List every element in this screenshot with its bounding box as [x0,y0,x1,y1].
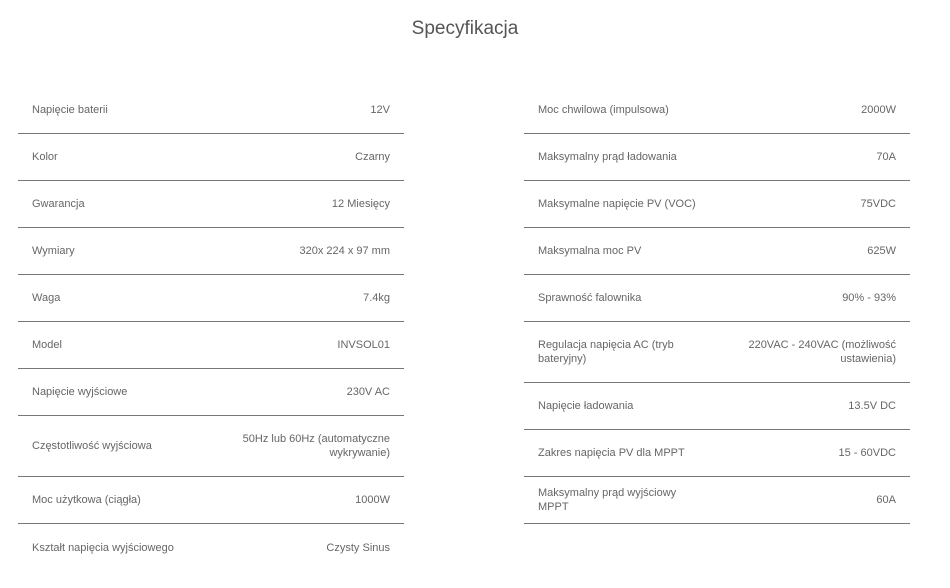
spec-row-mppt-max-output-current [524,477,910,524]
spec-value: 12V [370,104,390,116]
spec-label: Maksymalna moc PV [538,245,642,257]
spec-value: 7.4kg [363,292,390,304]
spec-row-warranty [18,181,404,228]
spec-label: Napięcie ładowania [538,400,634,412]
spec-value: 50Hz lub 60Hz (automatyczne wykrywanie) [242,433,390,459]
spec-table-right [524,87,910,524]
spec-label: Maksymalny prąd wyjściowy MPPT [538,487,677,513]
spec-label: Maksymalne napięcie PV (VOC) [538,198,696,210]
spec-value: 2000W [861,104,896,116]
spec-label: Zakres napięcia PV dla MPPT [538,447,685,459]
spec-row-peak-power [524,87,910,134]
spec-row-model [18,322,404,369]
spec-label: Wymiary [32,245,75,257]
spec-row-battery-voltage [18,87,404,134]
spec-value: 1000W [355,494,390,506]
spec-value: 15 - 60VDC [838,447,896,459]
spec-row-max-pv-voltage [524,181,910,228]
spec-label: Gwarancja [32,198,85,210]
spec-row-charge-voltage [524,383,910,430]
spec-row-dimensions [18,228,404,275]
spec-value: 70A [876,151,896,163]
spec-label: Waga [32,292,61,304]
spec-label: Napięcie baterii [32,104,108,116]
spec-value: 12 Miesięcy [331,198,390,210]
spec-label: Kolor [32,151,58,163]
spec-value: 13.5V DC [848,400,896,412]
spec-row-max-pv-power [524,228,910,275]
spec-value: 230V AC [346,386,390,398]
spec-value: 625W [867,245,896,257]
spec-label: Moc chwilowa (impulsowa) [538,104,669,116]
spec-label: Maksymalny prąd ładowania [538,151,677,163]
spec-row-ac-voltage-regulation [524,322,910,383]
spec-row-weight [18,275,404,322]
spec-row-mppt-voltage-range [524,430,910,477]
spec-label: Kształt napięcia wyjściowego [32,541,174,554]
spec-value: 320x 224 x 97 mm [299,245,390,257]
spec-row-output-voltage [18,369,404,416]
spec-label: Napięcie wyjściowe [32,386,128,398]
spec-row-continuous-power [18,477,404,524]
spec-label: Częstotliwość wyjściowa [32,440,152,452]
spec-row-output-frequency [18,416,404,477]
spec-label: Model [32,339,62,351]
spec-row-max-charge-current [524,134,910,181]
spec-row-inverter-efficiency [524,275,910,322]
spec-label: Regulacja napięcia AC (tryb bateryjny) [538,339,674,365]
spec-value: INVSOL01 [337,339,390,351]
spec-value: Czysty Sinus [326,541,390,554]
spec-table-left [18,87,404,571]
spec-value: 75VDC [860,198,896,210]
spec-value: 60A [876,494,896,506]
spec-row-waveform [18,524,404,571]
spec-label: Sprawność falownika [538,292,642,304]
spec-value: 90% - 93% [842,292,896,304]
spec-value: Czarny [355,151,390,163]
spec-value: 220VAC - 240VAC (możliwość ustawienia) [748,339,896,365]
spec-row-color [18,134,404,181]
page-title: Specyfikacja [411,18,519,39]
spec-label: Moc użytkowa (ciągła) [32,494,141,506]
